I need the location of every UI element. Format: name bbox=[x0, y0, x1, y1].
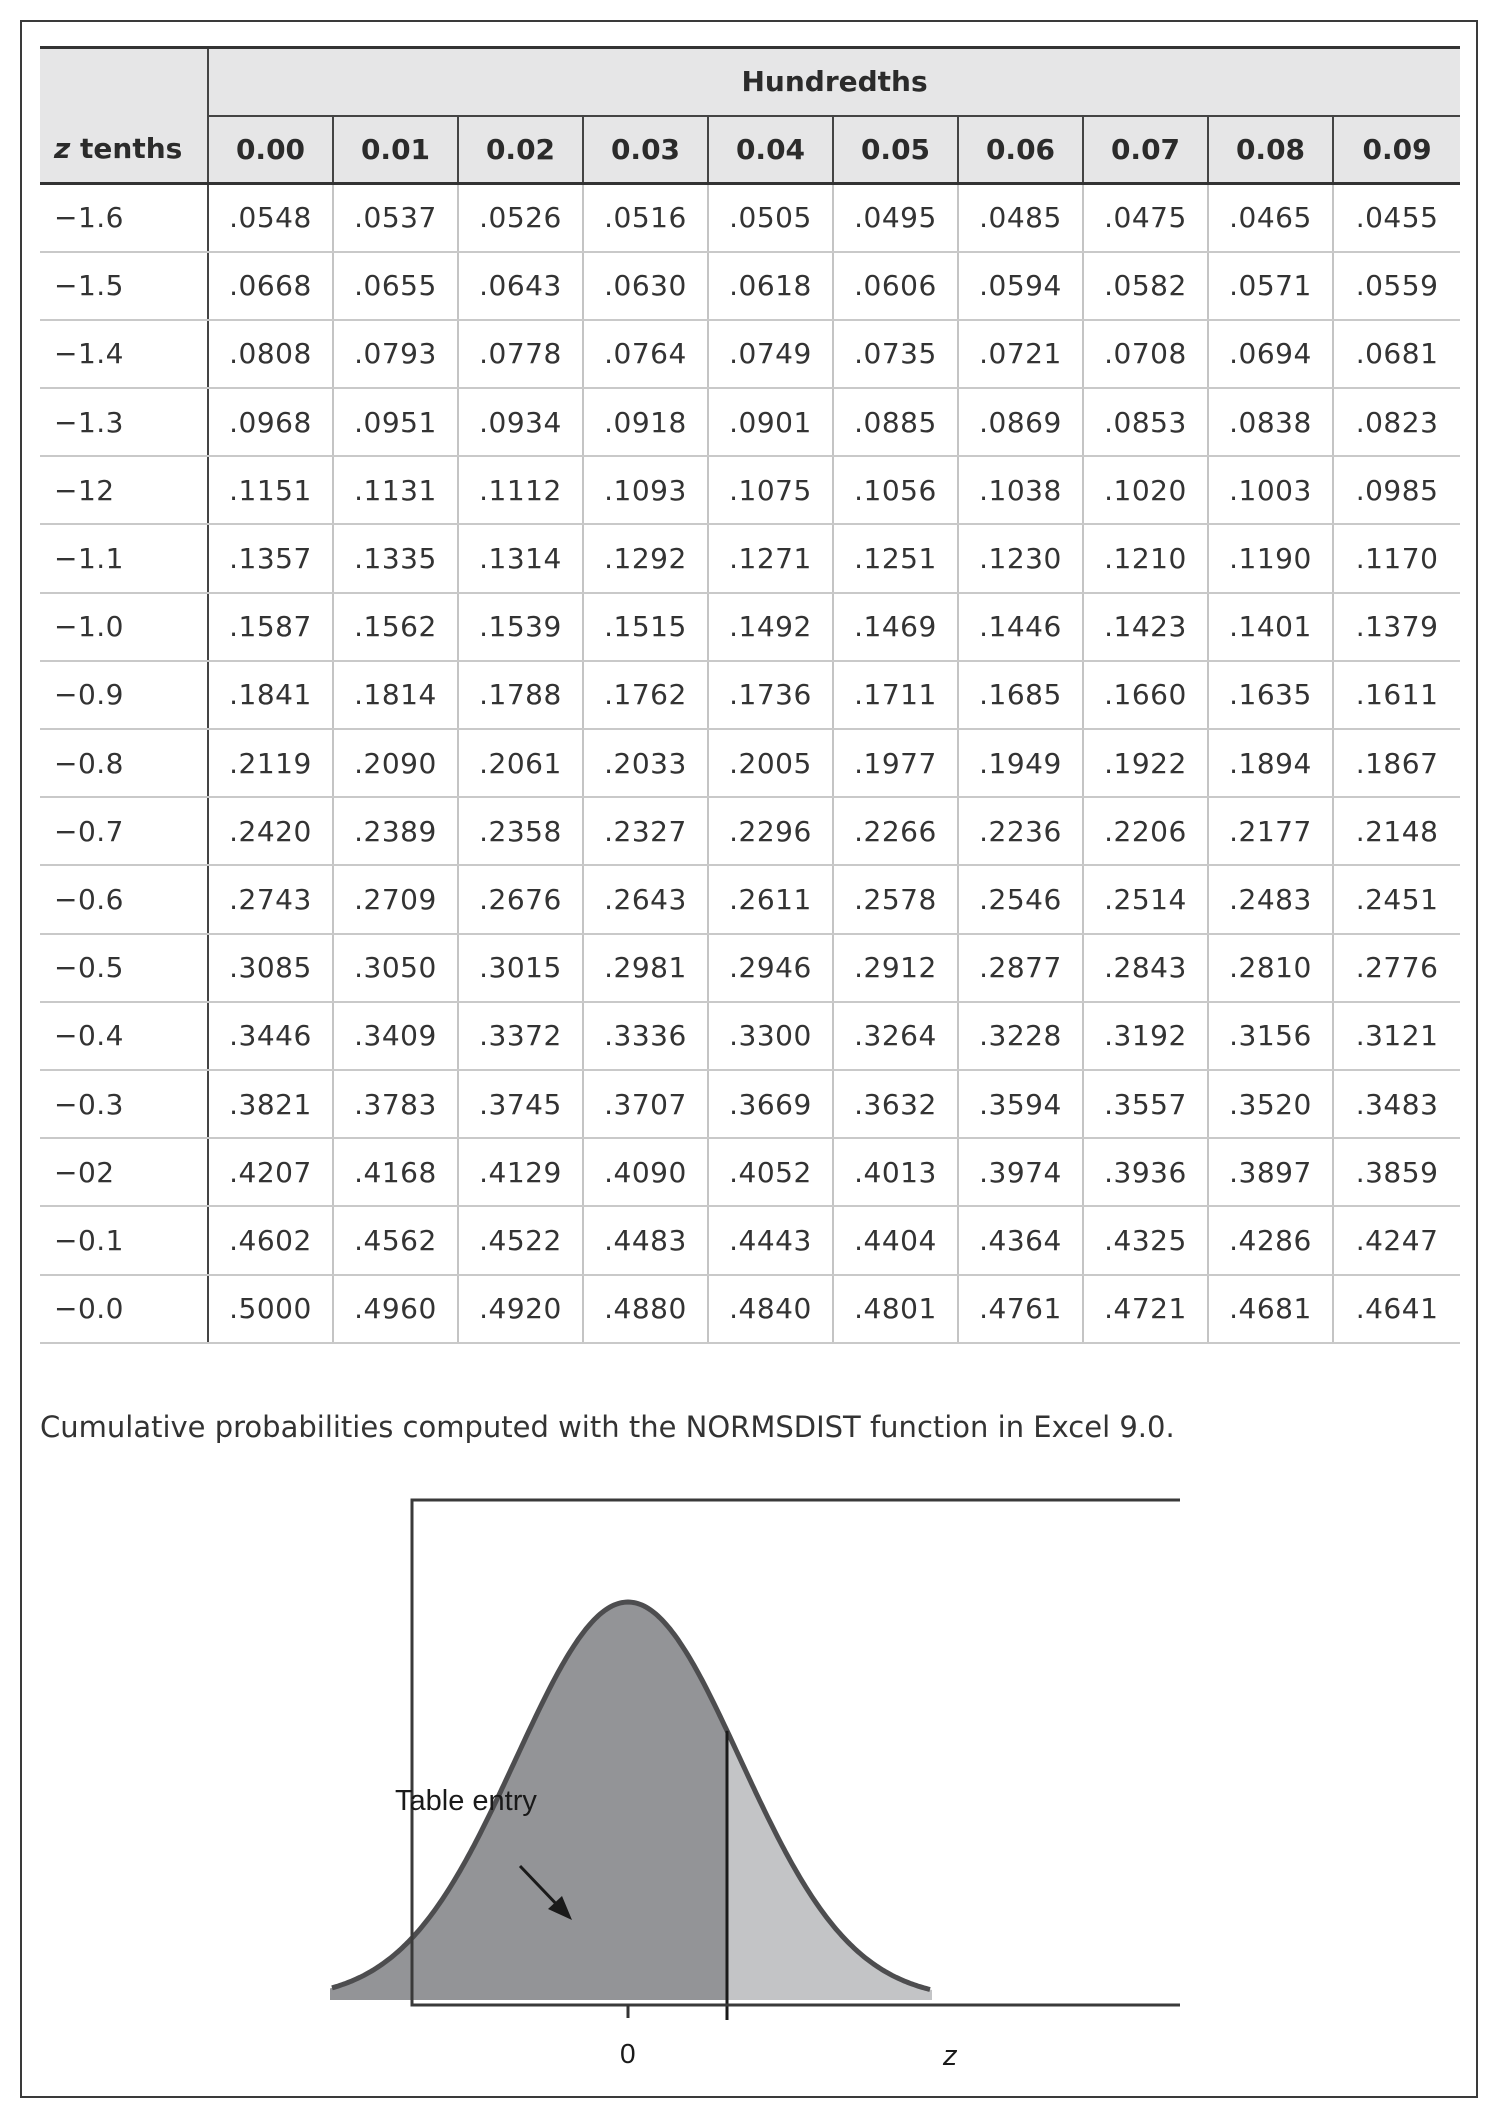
probability-cell: .1977 bbox=[833, 729, 958, 797]
probability-cell: .4562 bbox=[333, 1206, 458, 1274]
probability-cell: .1611 bbox=[1333, 661, 1460, 729]
probability-cell: .0901 bbox=[708, 388, 833, 456]
probability-cell: .2776 bbox=[1333, 934, 1460, 1002]
table-entry-label: Table entry bbox=[395, 1785, 537, 1817]
probability-cell: .1515 bbox=[583, 593, 708, 661]
probability-cell: .0668 bbox=[208, 252, 333, 320]
probability-cell: .5000 bbox=[208, 1275, 333, 1343]
probability-cell: .0885 bbox=[833, 388, 958, 456]
tenths-label: tenths bbox=[70, 132, 183, 166]
table-row bbox=[40, 456, 1460, 524]
z-value-cell: −1.3 bbox=[40, 388, 208, 456]
table-row bbox=[40, 729, 1460, 797]
probability-cell: .2743 bbox=[208, 865, 333, 933]
z-value-cell: −0.3 bbox=[40, 1070, 208, 1138]
z-value-cell: −0.8 bbox=[40, 729, 208, 797]
probability-cell: .2877 bbox=[958, 934, 1083, 1002]
probability-cell: .3192 bbox=[1083, 1002, 1208, 1070]
z-value-cell: −0.4 bbox=[40, 1002, 208, 1070]
probability-cell: .1894 bbox=[1208, 729, 1333, 797]
z-value-cell: −0.6 bbox=[40, 865, 208, 933]
probability-cell: .1841 bbox=[208, 661, 333, 729]
upper-tail-area bbox=[727, 1731, 932, 2000]
probability-cell: .1003 bbox=[1208, 456, 1333, 524]
column-header: 0.00 bbox=[208, 116, 333, 184]
probability-cell: .4052 bbox=[708, 1138, 833, 1206]
probability-cell: .4960 bbox=[333, 1275, 458, 1343]
probability-cell: .3936 bbox=[1083, 1138, 1208, 1206]
probability-cell: .4641 bbox=[1333, 1275, 1460, 1343]
probability-cell: .3300 bbox=[708, 1002, 833, 1070]
probability-cell: .1251 bbox=[833, 524, 958, 592]
column-header: 0.09 bbox=[1333, 116, 1460, 184]
probability-cell: .0934 bbox=[458, 388, 583, 456]
z-tenths-header bbox=[40, 116, 208, 184]
probability-cell: .1788 bbox=[458, 661, 583, 729]
probability-cell: .1170 bbox=[1333, 524, 1460, 592]
probability-cell: .1922 bbox=[1083, 729, 1208, 797]
column-header: 0.05 bbox=[833, 116, 958, 184]
probability-cell: .0793 bbox=[333, 320, 458, 388]
probability-cell: .0681 bbox=[1333, 320, 1460, 388]
probability-cell: .4602 bbox=[208, 1206, 333, 1274]
probability-cell: .1685 bbox=[958, 661, 1083, 729]
column-header: 0.03 bbox=[583, 116, 708, 184]
probability-cell: .3974 bbox=[958, 1138, 1083, 1206]
column-header: 0.04 bbox=[708, 116, 833, 184]
probability-cell: .1357 bbox=[208, 524, 333, 592]
probability-cell: .0630 bbox=[583, 252, 708, 320]
probability-cell: .3745 bbox=[458, 1070, 583, 1138]
probability-cell: .1131 bbox=[333, 456, 458, 524]
probability-cell: .4721 bbox=[1083, 1275, 1208, 1343]
probability-cell: .2327 bbox=[583, 797, 708, 865]
probability-cell: .3409 bbox=[333, 1002, 458, 1070]
probability-cell: .2296 bbox=[708, 797, 833, 865]
table-row bbox=[40, 1070, 1460, 1138]
probability-cell: .4681 bbox=[1208, 1275, 1333, 1343]
probability-cell: .1151 bbox=[208, 456, 333, 524]
probability-cell: .4761 bbox=[958, 1275, 1083, 1343]
probability-cell: .3821 bbox=[208, 1070, 333, 1138]
probability-cell: .4207 bbox=[208, 1138, 333, 1206]
probability-cell: .0778 bbox=[458, 320, 583, 388]
probability-cell: .2061 bbox=[458, 729, 583, 797]
probability-cell: .0559 bbox=[1333, 252, 1460, 320]
probability-cell: .2389 bbox=[333, 797, 458, 865]
probability-cell: .3121 bbox=[1333, 1002, 1460, 1070]
probability-cell: .2451 bbox=[1333, 865, 1460, 933]
probability-cell: .2177 bbox=[1208, 797, 1333, 865]
probability-cell: .2946 bbox=[708, 934, 833, 1002]
probability-cell: .1038 bbox=[958, 456, 1083, 524]
z-value-cell: −0.1 bbox=[40, 1206, 208, 1274]
z-axis-label: z bbox=[943, 2040, 958, 2072]
probability-cell: .3085 bbox=[208, 934, 333, 1002]
probability-cell: .3372 bbox=[458, 1002, 583, 1070]
table-row bbox=[40, 661, 1460, 729]
probability-cell: .3594 bbox=[958, 1070, 1083, 1138]
probability-cell: .1314 bbox=[458, 524, 583, 592]
probability-cell: .1814 bbox=[333, 661, 458, 729]
table-footnote: Cumulative probabilities computed with the NORMSDIST function in Excel 9.0. bbox=[40, 1410, 1175, 1444]
probability-cell: .2420 bbox=[208, 797, 333, 865]
table-row bbox=[40, 934, 1460, 1002]
probability-cell: .1660 bbox=[1083, 661, 1208, 729]
probability-cell: .1292 bbox=[583, 524, 708, 592]
probability-cell: .4522 bbox=[458, 1206, 583, 1274]
probability-cell: .0475 bbox=[1083, 184, 1208, 252]
probability-cell: .2236 bbox=[958, 797, 1083, 865]
probability-cell: .1423 bbox=[1083, 593, 1208, 661]
probability-cell: .0495 bbox=[833, 184, 958, 252]
probability-cell: .1736 bbox=[708, 661, 833, 729]
table-row bbox=[40, 1002, 1460, 1070]
probability-cell: .1492 bbox=[708, 593, 833, 661]
probability-cell: .2358 bbox=[458, 797, 583, 865]
probability-cell: .2611 bbox=[708, 865, 833, 933]
probability-cell: .4129 bbox=[458, 1138, 583, 1206]
column-header: 0.01 bbox=[333, 116, 458, 184]
probability-cell: .4364 bbox=[958, 1206, 1083, 1274]
probability-cell: .0582 bbox=[1083, 252, 1208, 320]
probability-cell: .1562 bbox=[333, 593, 458, 661]
probability-cell: .1469 bbox=[833, 593, 958, 661]
probability-cell: .3632 bbox=[833, 1070, 958, 1138]
probability-cell: .2709 bbox=[333, 865, 458, 933]
probability-cell: .0749 bbox=[708, 320, 833, 388]
probability-cell: .0516 bbox=[583, 184, 708, 252]
probability-cell: .0465 bbox=[1208, 184, 1333, 252]
probability-cell: .2843 bbox=[1083, 934, 1208, 1002]
probability-cell: .2483 bbox=[1208, 865, 1333, 933]
probability-cell: .4013 bbox=[833, 1138, 958, 1206]
probability-cell: .1112 bbox=[458, 456, 583, 524]
zero-axis-label: 0 bbox=[620, 2038, 636, 2069]
probability-cell: .3859 bbox=[1333, 1138, 1460, 1206]
probability-cell: .2546 bbox=[958, 865, 1083, 933]
probability-cell: .1635 bbox=[1208, 661, 1333, 729]
probability-cell: .0505 bbox=[708, 184, 833, 252]
table-corner bbox=[40, 48, 208, 116]
z-value-cell: −12 bbox=[40, 456, 208, 524]
probability-cell: .0838 bbox=[1208, 388, 1333, 456]
probability-cell: .0618 bbox=[708, 252, 833, 320]
probability-cell: .3897 bbox=[1208, 1138, 1333, 1206]
probability-cell: .0594 bbox=[958, 252, 1083, 320]
probability-cell: .4443 bbox=[708, 1206, 833, 1274]
probability-cell: .4840 bbox=[708, 1275, 833, 1343]
probability-cell: .3336 bbox=[583, 1002, 708, 1070]
z-value-cell: −1.6 bbox=[40, 184, 208, 252]
probability-cell: .0537 bbox=[333, 184, 458, 252]
probability-cell: .4325 bbox=[1083, 1206, 1208, 1274]
probability-cell: .1210 bbox=[1083, 524, 1208, 592]
probability-cell: .3156 bbox=[1208, 1002, 1333, 1070]
table-row bbox=[40, 252, 1460, 320]
probability-cell: .0526 bbox=[458, 184, 583, 252]
z-value-cell: −02 bbox=[40, 1138, 208, 1206]
z-value-cell: −1.4 bbox=[40, 320, 208, 388]
probability-cell: .1446 bbox=[958, 593, 1083, 661]
table-row bbox=[40, 797, 1460, 865]
probability-cell: .1190 bbox=[1208, 524, 1333, 592]
probability-cell: .2578 bbox=[833, 865, 958, 933]
probability-cell: .0694 bbox=[1208, 320, 1333, 388]
probability-cell: .2810 bbox=[1208, 934, 1333, 1002]
z-variable-label: z bbox=[54, 132, 71, 166]
probability-cell: .4483 bbox=[583, 1206, 708, 1274]
table-row bbox=[40, 593, 1460, 661]
probability-cell: .4404 bbox=[833, 1206, 958, 1274]
probability-cell: .2033 bbox=[583, 729, 708, 797]
probability-cell: .2912 bbox=[833, 934, 958, 1002]
table-row bbox=[40, 1138, 1460, 1206]
z-value-cell: −0.5 bbox=[40, 934, 208, 1002]
probability-cell: .3228 bbox=[958, 1002, 1083, 1070]
probability-cell: .4286 bbox=[1208, 1206, 1333, 1274]
probability-cell: .3707 bbox=[583, 1070, 708, 1138]
column-header: 0.06 bbox=[958, 116, 1083, 184]
probability-cell: .1020 bbox=[1083, 456, 1208, 524]
probability-cell: .0606 bbox=[833, 252, 958, 320]
probability-cell: .0455 bbox=[1333, 184, 1460, 252]
probability-cell: .3520 bbox=[1208, 1070, 1333, 1138]
probability-cell: .1401 bbox=[1208, 593, 1333, 661]
probability-cell: .1230 bbox=[958, 524, 1083, 592]
probability-cell: .2981 bbox=[583, 934, 708, 1002]
probability-cell: .0869 bbox=[958, 388, 1083, 456]
table-row bbox=[40, 1275, 1460, 1343]
probability-cell: .0951 bbox=[333, 388, 458, 456]
probability-cell: .2005 bbox=[708, 729, 833, 797]
probability-cell: .0721 bbox=[958, 320, 1083, 388]
probability-cell: .3483 bbox=[1333, 1070, 1460, 1138]
probability-cell: .2148 bbox=[1333, 797, 1460, 865]
probability-cell: .4801 bbox=[833, 1275, 958, 1343]
probability-cell: .3050 bbox=[333, 934, 458, 1002]
probability-cell: .1762 bbox=[583, 661, 708, 729]
z-value-cell: −0.9 bbox=[40, 661, 208, 729]
probability-cell: .1711 bbox=[833, 661, 958, 729]
table-row bbox=[40, 865, 1460, 933]
probability-cell: .1587 bbox=[208, 593, 333, 661]
column-header: 0.08 bbox=[1208, 116, 1333, 184]
probability-cell: .1949 bbox=[958, 729, 1083, 797]
probability-cell: .1271 bbox=[708, 524, 833, 592]
probability-cell: .1056 bbox=[833, 456, 958, 524]
probability-cell: .0985 bbox=[1333, 456, 1460, 524]
probability-cell: .1539 bbox=[458, 593, 583, 661]
probability-cell: .0643 bbox=[458, 252, 583, 320]
normal-curve-figure bbox=[320, 1490, 1180, 2080]
probability-cell: .1379 bbox=[1333, 593, 1460, 661]
probability-cell: .0571 bbox=[1208, 252, 1333, 320]
table-row bbox=[40, 184, 1460, 252]
z-value-cell: −0.0 bbox=[40, 1275, 208, 1343]
probability-cell: .0735 bbox=[833, 320, 958, 388]
probability-cell: .4880 bbox=[583, 1275, 708, 1343]
z-value-cell: −1.5 bbox=[40, 252, 208, 320]
probability-cell: .3783 bbox=[333, 1070, 458, 1138]
probability-cell: .0918 bbox=[583, 388, 708, 456]
probability-cell: .0823 bbox=[1333, 388, 1460, 456]
z-value-cell: −0.7 bbox=[40, 797, 208, 865]
probability-cell: .2266 bbox=[833, 797, 958, 865]
table-row bbox=[40, 1206, 1460, 1274]
table-row bbox=[40, 320, 1460, 388]
z-value-cell: −1.0 bbox=[40, 593, 208, 661]
probability-cell: .0708 bbox=[1083, 320, 1208, 388]
probability-cell: .4090 bbox=[583, 1138, 708, 1206]
probability-cell: .2206 bbox=[1083, 797, 1208, 865]
column-header: 0.07 bbox=[1083, 116, 1208, 184]
probability-cell: .4168 bbox=[333, 1138, 458, 1206]
probability-cell: .0853 bbox=[1083, 388, 1208, 456]
probability-cell: .1075 bbox=[708, 456, 833, 524]
z-table bbox=[40, 46, 1460, 1344]
probability-cell: .4920 bbox=[458, 1275, 583, 1343]
probability-cell: .2676 bbox=[458, 865, 583, 933]
probability-cell: .0655 bbox=[333, 252, 458, 320]
probability-cell: .2119 bbox=[208, 729, 333, 797]
probability-cell: .1867 bbox=[1333, 729, 1460, 797]
hundredths-header: Hundredths bbox=[208, 48, 1460, 116]
table-row bbox=[40, 388, 1460, 456]
probability-cell: .0808 bbox=[208, 320, 333, 388]
probability-cell: .0485 bbox=[958, 184, 1083, 252]
probability-cell: .0548 bbox=[208, 184, 333, 252]
probability-cell: .1093 bbox=[583, 456, 708, 524]
probability-cell: .3264 bbox=[833, 1002, 958, 1070]
probability-cell: .1335 bbox=[333, 524, 458, 592]
z-value-cell: −1.1 bbox=[40, 524, 208, 592]
probability-cell: .3015 bbox=[458, 934, 583, 1002]
column-header: 0.02 bbox=[458, 116, 583, 184]
probability-cell: .3557 bbox=[1083, 1070, 1208, 1138]
probability-cell: .3669 bbox=[708, 1070, 833, 1138]
probability-cell: .3446 bbox=[208, 1002, 333, 1070]
probability-cell: .0968 bbox=[208, 388, 333, 456]
probability-cell: .4247 bbox=[1333, 1206, 1460, 1274]
probability-cell: .2643 bbox=[583, 865, 708, 933]
table-row bbox=[40, 524, 1460, 592]
probability-cell: .0764 bbox=[583, 320, 708, 388]
probability-cell: .2090 bbox=[333, 729, 458, 797]
probability-cell: .2514 bbox=[1083, 865, 1208, 933]
